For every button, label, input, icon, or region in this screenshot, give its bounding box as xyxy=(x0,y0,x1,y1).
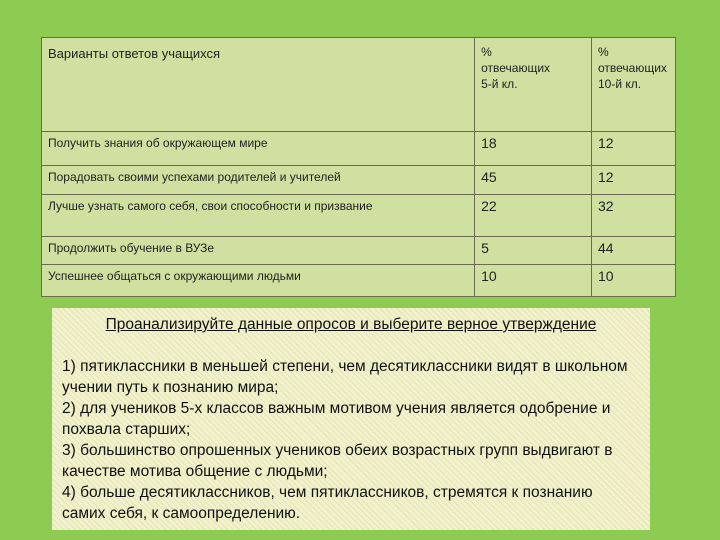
header-grade5-percent: % xyxy=(481,45,492,59)
statement-2: 2) для учеников 5-х классов важным мотивом учения является одобрение и похвала старших; xyxy=(62,400,611,438)
header-grade5 xyxy=(475,38,592,132)
grade10-value: 12 xyxy=(592,132,676,166)
grade5-value: 45 xyxy=(475,166,592,195)
table-row xyxy=(42,195,676,237)
statement-4: 4) больше десятиклассников, чем пятиклассников, стремятся к познанию самих себя, к самоопределению. xyxy=(62,484,593,522)
grade10-value: 10 xyxy=(592,265,676,297)
grade10-value: 12 xyxy=(592,166,676,195)
grade10-value: 44 xyxy=(592,237,676,265)
task-box xyxy=(52,308,650,530)
grade5-value: 22 xyxy=(475,195,592,237)
grade10-value: 32 xyxy=(592,195,676,237)
survey-table xyxy=(41,37,676,297)
table-row xyxy=(42,132,676,166)
answer-cell: Успешнее общаться с окружающими людьми xyxy=(42,265,475,297)
answer-cell: Порадовать своими успехами родителей и учителей xyxy=(42,166,475,195)
table-row xyxy=(42,265,676,297)
answer-cell: Продолжить обучение в ВУЗе xyxy=(42,237,475,265)
header-grade10-class: 10-й кл. xyxy=(598,77,642,91)
answer-cell: Получить знания об окружающем мире xyxy=(42,132,475,166)
statement-1: 1) пятиклассники в меньшей степени, чем десятиклассники видят в школьном учении путь к познанию мира; xyxy=(62,358,628,396)
header-grade10 xyxy=(592,38,676,132)
table-row xyxy=(42,166,676,195)
table-header-row xyxy=(42,38,676,132)
header-grade10-label: отвечающих xyxy=(598,61,667,75)
header-grade5-label: отвечающих xyxy=(481,61,551,75)
header-grade10-percent: % xyxy=(598,45,609,59)
header-grade5-class: 5-й кл. xyxy=(481,77,518,91)
answer-cell: Лучше узнать самого себя, свои способности и призвание xyxy=(42,195,475,237)
statement-3: 3) большинство опрошенных учеников обеих возрастных групп выдвигают в качестве мотива общение с людьми; xyxy=(62,442,613,480)
header-answers: Варианты ответов учащихся xyxy=(42,38,475,132)
grade5-value: 10 xyxy=(475,265,592,297)
task-title: Проанализируйте данные опросов и выберите верное утверждение xyxy=(105,316,597,333)
grade5-value: 5 xyxy=(475,237,592,265)
table-row xyxy=(42,237,676,265)
grade5-value: 18 xyxy=(475,132,592,166)
